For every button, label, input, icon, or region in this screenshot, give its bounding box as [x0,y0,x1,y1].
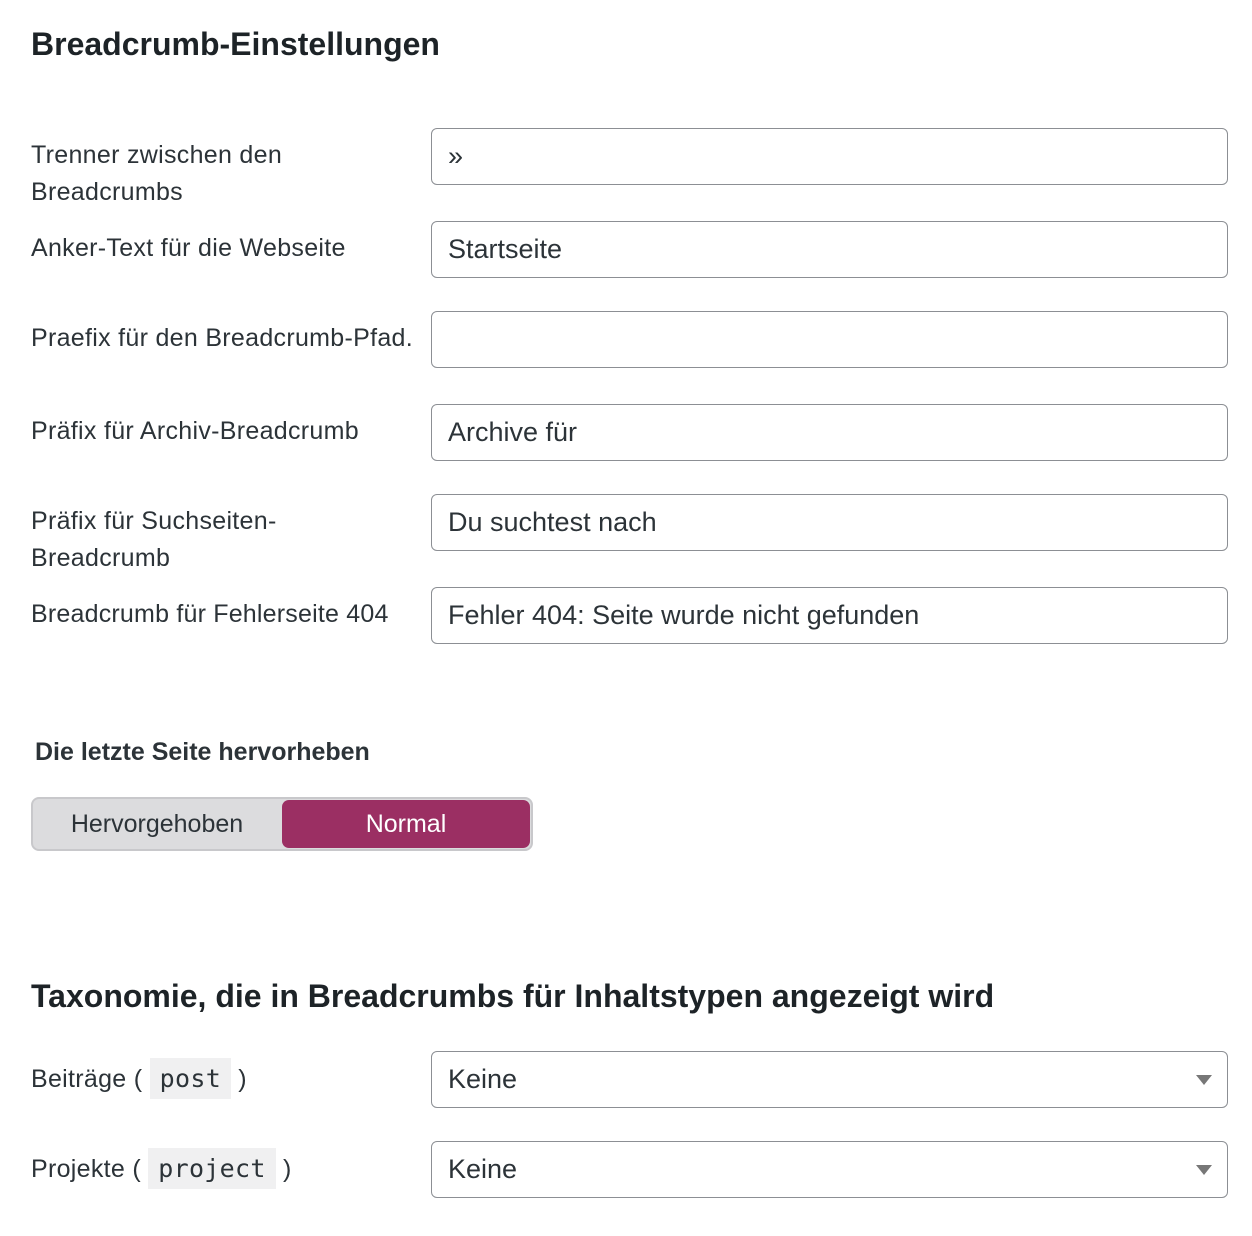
archive-prefix-input[interactable] [431,404,1228,461]
posts-taxonomy-label: Beiträge ( post ) [31,1060,426,1098]
selected-value: Keine [448,1154,518,1184]
separator-input[interactable] [431,128,1228,185]
option-highlighted[interactable]: Hervorgehoben [70,809,244,838]
search-prefix-label: Präfix für Suchseiten-Breadcrumb [31,507,277,572]
highlight-last-page-label: Die letzte Seite hervorheben [35,738,370,766]
home-anchor-label: Anker-Text für die Webseite [31,234,346,262]
projects-taxonomy-select[interactable] [431,1141,1228,1198]
post-type-name: Beiträge [31,1065,127,1093]
home-anchor-input[interactable] [431,221,1228,278]
section-title-taxonomy: Taxonomie, die in Breadcrumbs für Inhaltstypen angezeigt wird [31,978,995,1014]
dropdown-arrow-icon [1196,1075,1212,1085]
selected-value: Keine [448,1064,518,1094]
error404-input[interactable] [431,587,1228,644]
archive-prefix-label: Präfix für Archiv-Breadcrumb [31,417,359,445]
separator-label: Trenner zwischen den Breadcrumbs [31,141,283,206]
post-type-slug: post [150,1058,231,1099]
projects-taxonomy-label: Projekte ( project ) [31,1150,426,1188]
section-title-breadcrumb-settings: Breadcrumb-Einstellungen [31,26,440,62]
path-prefix-input[interactable] [431,311,1228,368]
search-prefix-input[interactable] [431,494,1228,551]
post-type-name: Projekte [31,1155,126,1183]
error404-label: Breadcrumb für Fehlerseite 404 [31,600,389,628]
dropdown-arrow-icon [1196,1165,1212,1175]
highlight-toggle [31,797,533,851]
posts-taxonomy-select[interactable] [431,1051,1228,1108]
path-prefix-label: Praefix für den Breadcrumb-Pfad. [31,324,413,352]
option-normal[interactable]: Normal [282,800,530,848]
post-type-slug: project [148,1148,275,1189]
